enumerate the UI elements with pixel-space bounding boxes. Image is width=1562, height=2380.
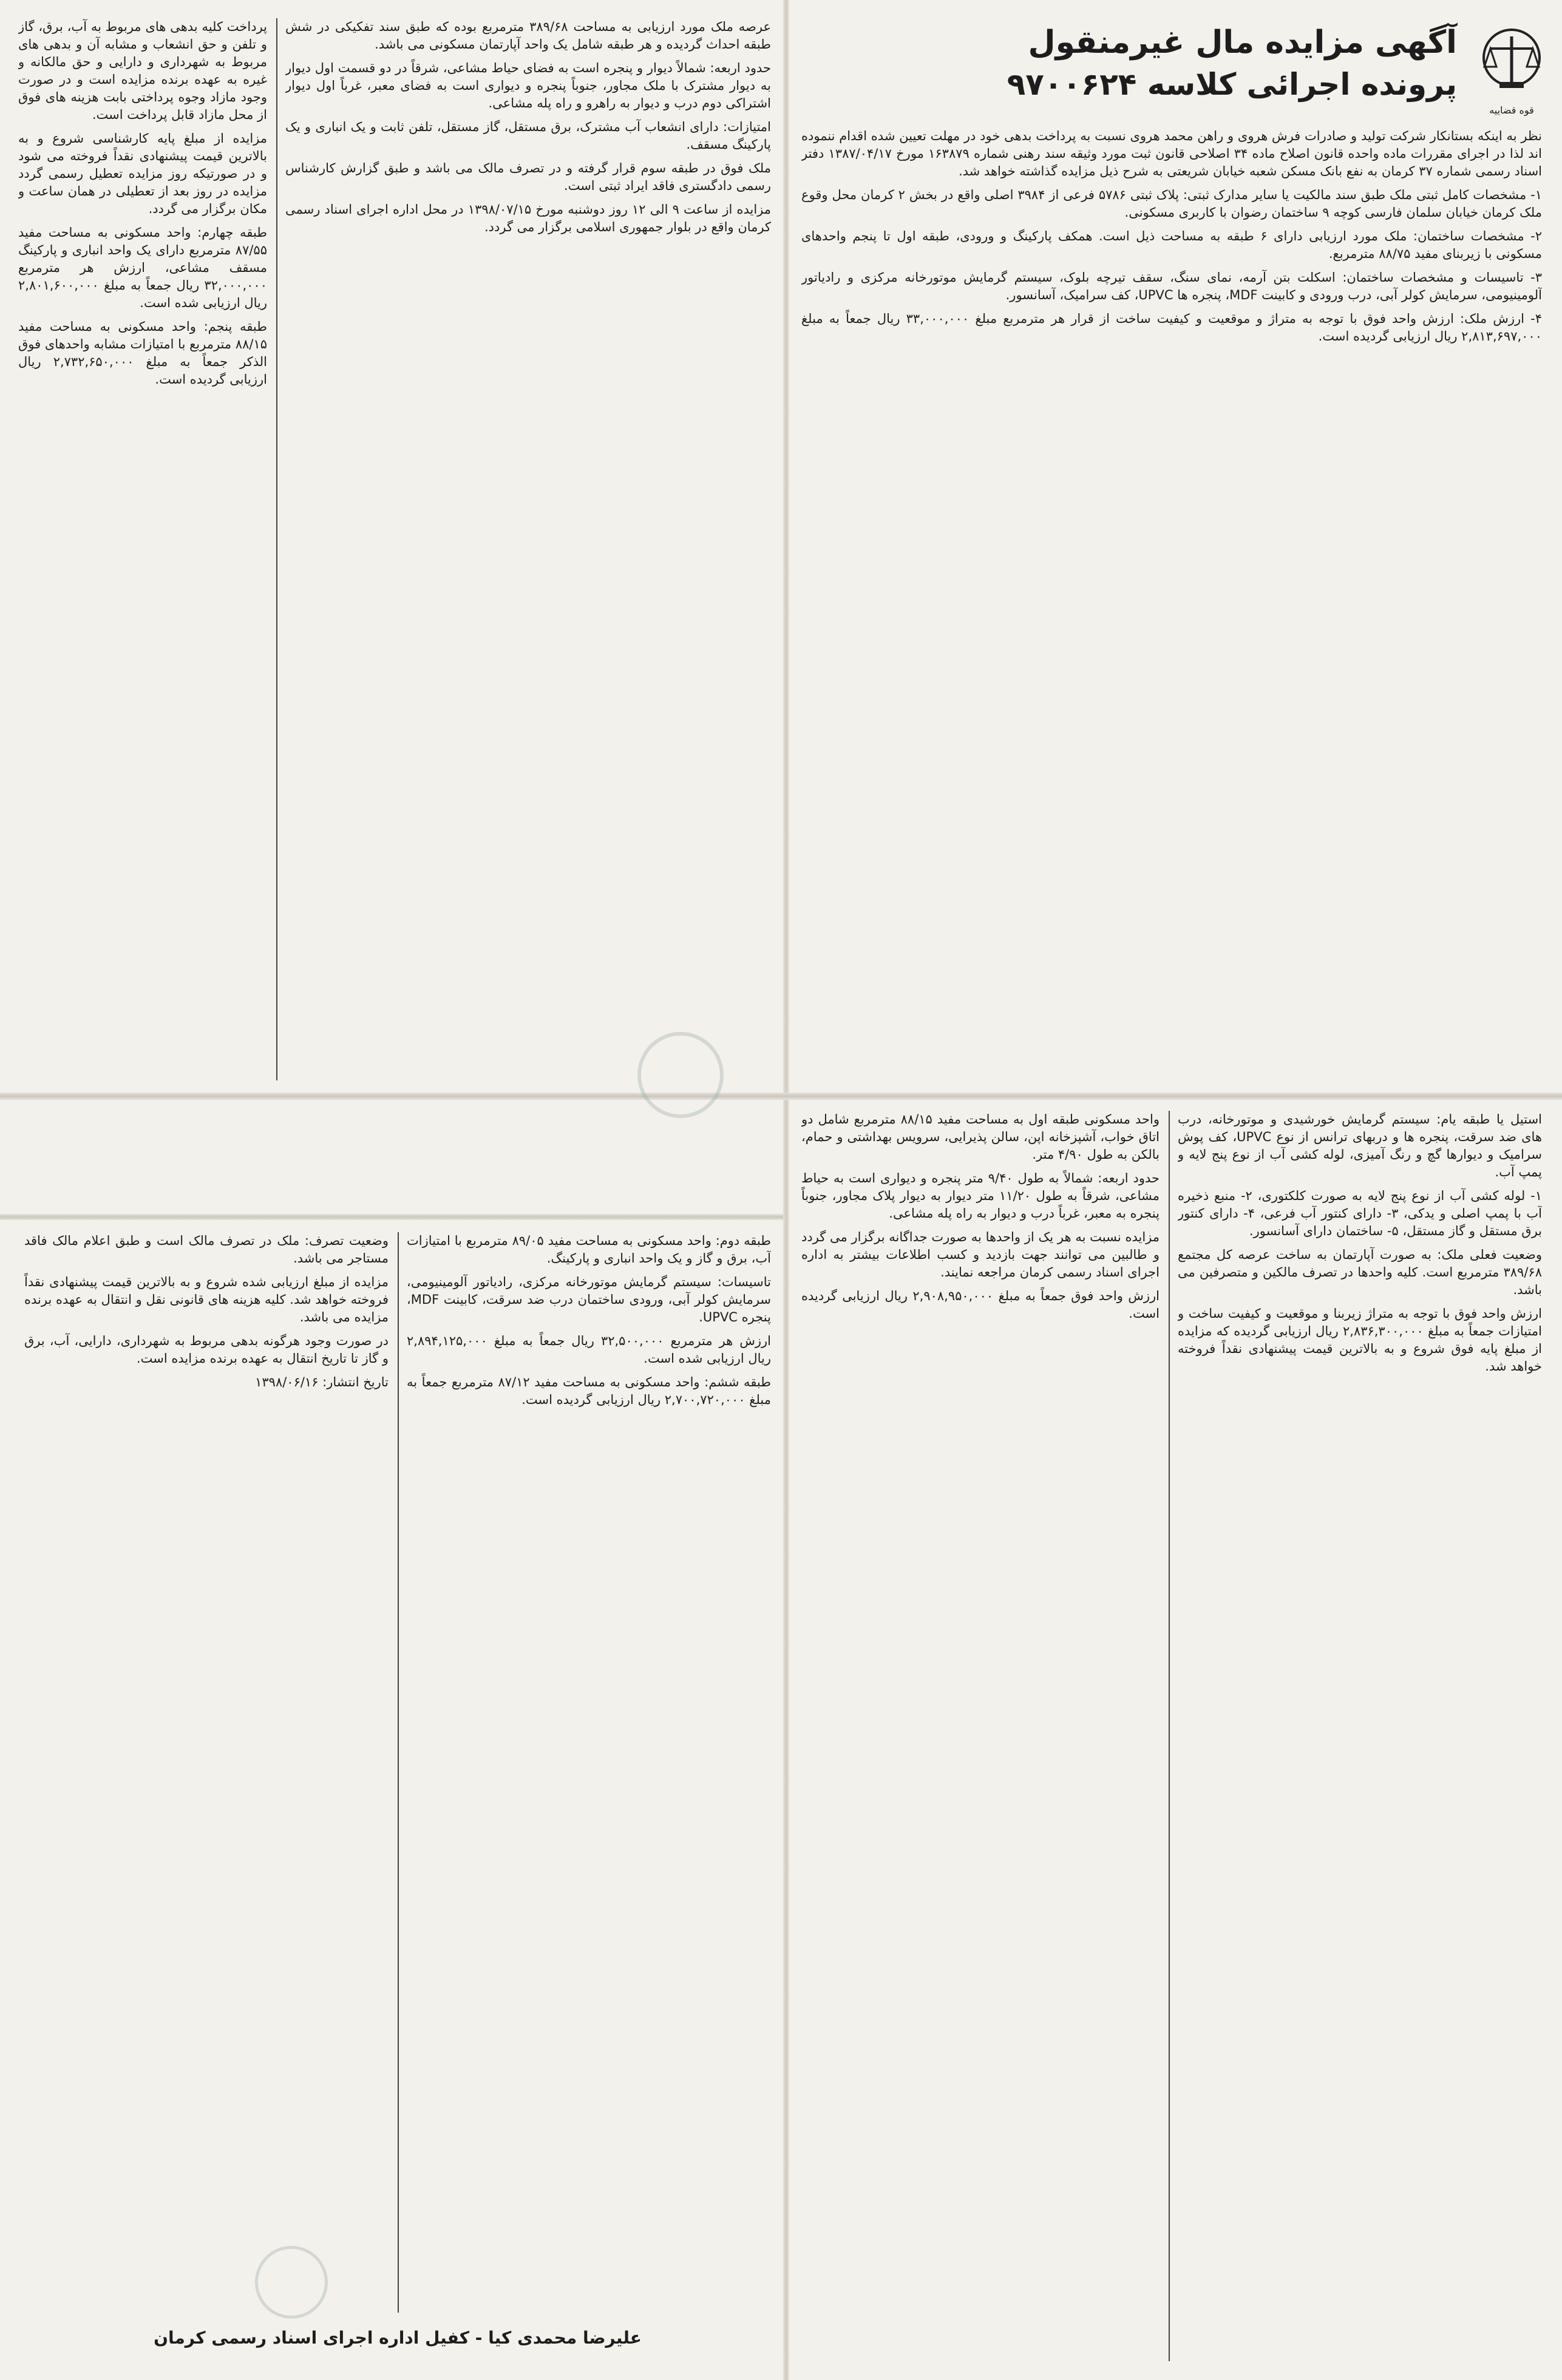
paragraph: پرداخت کلیه بدهی های مربوط به آب، برق، گاز و تلفن و حق انشعاب و مشابه آن و بدهی های مربوط به شهرداری و دارایی و حق مالکانه و غیره به عهده برنده مزایده است و در صورت وجود مازاد وجوه پرداختی بابت هزینه های فوق از محل مازاد قابل پرداخت است. — [18, 19, 267, 122]
paragraph: تاریخ انتشار: ۱۳۹۸/۰۶/۱۶ — [255, 1375, 389, 1389]
case-number: پرونده اجرائی کلاسه ۹۷۰۰۶۲۴ — [1007, 67, 1457, 102]
paragraph: وضعیت تصرف: ملک در تصرف مالک است و طبق اعلام مالک فاقد مستاجر می باشد. — [24, 1233, 389, 1266]
paragraph: امتیازات: دارای انشعاب آب مشترک، برق مستقل، گاز مستقل، تلفن ثابت و یک انباری و یک پارکینگ مسقف. — [285, 120, 771, 152]
paragraph: عرصه ملک مورد ارزیابی به مساحت ۳۸۹/۶۸ مترمربع بوده که طبق سند تفکیکی در شش طبقه احداث گردیده و هر طبقه شامل یک واحد آپارتمان مسکونی می باشد. — [285, 19, 771, 52]
paragraph: نظر به اینکه بستانکار شرکت تولید و صادرات فرش هروی و راهن محمد هروی نسبت به پرداخت بدهی خود در مهلت تعیین شده اقدام ننموده اند لذا در اجرای مقررات ماده واحده قانون اصلاح ماده ۳۴ اصلاحی قانون ثبت مورد وثیقه سند رهنی شماره ۱۶۳۸۷۹ مورخ ۱۳۸۷/۰۴/۱۷ دفتر اسناد رسمی شماره ۳۷ کرمان به نفع بانک مسکن شعبه خیابان شریعتی به شرح ذیل مزایده گذاشته خواهد شد. — [801, 129, 1542, 178]
paragraph: وضعیت فعلی ملک: به صورت آپارتمان به ساخت عرصه کل مجتمع ۳۸۹/۶۸ مترمربع است. کلیه واحدها در تصرف مالکین و متصرفین می باشد. — [1178, 1247, 1542, 1297]
paragraph: حدود اربعه: شمالاً به طول ۹/۴۰ متر پنجره و دیواری است به حیاط مشاعی، شرقاً به طول ۱۱/۲۰ متر دیوار به دیوار پلاک مجاور، جنوباً پنجره به معبر، غرباً درب و دیوار به راه پله مشاعی. — [801, 1171, 1160, 1221]
circular-stamp — [255, 2246, 328, 2319]
paragraph: ۳- تاسیسات و مشخصات ساختمان: اسکلت بتن آرمه، نمای سنگ، سقف تیرچه بلوک، سیستم گرمایش موتورخانه مرکزی و رادیاتور آلومینیومی، سرمایش کولر آبی، درب ورودی و کابینت MDF، پنجره ها UPVC، کف سرامیک، آسانسور. — [801, 270, 1542, 302]
column-rule — [276, 18, 277, 1080]
paragraph: ۱- لوله کشی آب از نوع پنج لایه به صورت کلکتوری، ۲- منبع ذخیره آب با پمپ اصلی و یدکی، ۳- دارای کنتور آب فرعی، ۴- دارای کنتور برق مستقل و گاز مستقل، ۵- ساختمان دارای آسانسور. — [1178, 1188, 1542, 1238]
paragraph: مزایده از مبلغ پایه کارشناسی شروع و به بالاترین قیمت پیشنهادی نقداً فروخته می شود و در صورتیکه روز مزایده تعطیل رسمی گردد مزایده در روز بعد از تعطیلی در همان ساعت و مکان برگزار می گردد. — [18, 131, 267, 216]
notice-title: آگهی مزایده مال غیرمنقول — [1028, 24, 1457, 61]
column-rule — [1169, 1111, 1170, 2361]
paragraph: مزایده از ساعت ۹ الی ۱۲ روز دوشنبه مورخ ۱۳۹۸/۰۷/۱۵ در محل اداره اجرای اسناد رسمی کرمان واقع در بلوار جمهوری اسلامی برگزار می گردد. — [285, 202, 771, 234]
paragraph: در صورت وجود هرگونه بدهی مربوط به شهرداری، دارایی، آب، برق و گاز تا تاریخ انتقال به عهده برنده مزایده است. — [24, 1334, 389, 1366]
column-2 — [285, 18, 771, 1080]
vertical-fold — [783, 0, 789, 2380]
paragraph: ملک فوق در طبقه سوم قرار گرفته و در تصرف مالک می باشد و طبق گزارش کارشناس رسمی دادگستری فاقد ایراد ثبتی است. — [285, 161, 771, 193]
circular-stamp — [637, 1032, 724, 1118]
paragraph: ۲- مشخصات ساختمان: ملک مورد ارزیابی دارای ۶ طبقه به مساحت ذیل است. همکف پارکینگ و ورودی، طبقه اول تا پنجم واحدهای مسکونی با زیربنای مفید ۸۸/۷۵ مترمربع. — [801, 229, 1542, 261]
column-5 — [801, 1111, 1160, 2361]
paragraph: ارزش واحد فوق با توجه به متراژ زیربنا و موقعیت و کیفیت ساخت و امتیازات جمعاً به مبلغ ۲,۸۳۶,۳۰۰,۰۰۰ ریال ارزیابی گردیده که مزایده از مبلغ پایه فوق شروع و به بالاترین قیمت پیشنهادی نقداً فروخته خواهد شد. — [1178, 1306, 1542, 1374]
paragraph: طبقه چهارم: واحد مسکونی به مساحت مفید ۸۷/۵۵ مترمربع دارای یک واحد انباری و پارکینگ مسقف مشاعی، ارزش هر مترمربع ۳۲,۰۰۰,۰۰۰ ریال جمعاً به مبلغ ۲,۸۰۱,۶۰۰,۰۰۰ ریال ارزیابی شده است. — [18, 225, 267, 310]
column-3 — [18, 18, 267, 1202]
column-4 — [1178, 1111, 1542, 2361]
paragraph: طبقه ششم: واحد مسکونی به مساحت مفید ۸۷/۱۲ مترمربع جمعاً به مبلغ ۲,۷۰۰,۷۲۰,۰۰۰ ریال ارزیابی گردیده است. — [407, 1375, 771, 1407]
paragraph: ارزش واحد فوق جمعاً به مبلغ ۲,۹۰۸,۹۵۰,۰۰۰ ریال ارزیابی گردیده است. — [801, 1289, 1160, 1321]
column-6 — [407, 1232, 771, 2313]
paragraph: واحد مسکونی طبقه اول به مساحت مفید ۸۸/۱۵ مترمربع شامل دو اتاق خواب، آشپزخانه اپن، سالن پذیرایی، سرویس بهداشتی و حمام، بالکن به طول ۴/۹۰ متر. — [801, 1112, 1160, 1162]
notice-header — [795, 24, 1554, 115]
signature-line: علیرضا محمدی کیا - کفیل اداره اجرای اسناد رسمی کرمان — [154, 2328, 642, 2348]
emblem-caption: قوه قضاییه — [1489, 104, 1534, 116]
paragraph: تاسیسات: سیستم گرمایش موتورخانه مرکزی، رادیاتور آلومینیومی، سرمایش کولر آبی، ورودی ساختمان درب ضد سرقت، کابینت MDF، پنجره UPVC. — [407, 1275, 771, 1324]
paragraph: حدود اربعه: شمالاً دیوار و پنجره است به فضای حیاط مشاعی، شرقاً در دو قسمت اول دیوار به دیوار مشترک با ملک مجاور، جنوباً پنجره و دیواری است به فضای معبر، غرباً اول دیوار اشتراکی دوم درب و دیوار به راهرو و راه پله مشاعی. — [285, 61, 771, 110]
column-1 — [801, 127, 1542, 1074]
paragraph: ۱- مشخصات کامل ثبتی ملک طبق سند مالکیت یا سایر مدارک ثبتی: پلاک ثبتی ۵۷۸۶ فرعی از ۳۹۸۴ اصلی واقع در بخش ۲ کرمان محل وقوع ملک کرمان خیابان سلمان فارسی کوچه ۹ ساختمان رضوان با کاربری مسکونی. — [801, 188, 1542, 220]
paragraph: مزایده نسبت به هر یک از واحدها به صورت جداگانه برگزار می گردد و طالبین می توانند جهت بازدید و کسب اطلاعات بیشتر به اداره اجرای اسناد رسمی کرمان مراجعه نمایند. — [801, 1230, 1160, 1280]
column-rule — [398, 1232, 399, 2313]
paragraph: ارزش هر مترمربع ۳۲,۵۰۰,۰۰۰ ریال جمعاً به مبلغ ۲,۸۹۴,۱۲۵,۰۰۰ ریال ارزیابی شده است. — [407, 1334, 771, 1366]
judiciary-emblem-icon — [1475, 24, 1548, 103]
paragraph: طبقه دوم: واحد مسکونی به مساحت مفید ۸۹/۰۵ مترمربع با امتیازات آب، برق و گاز و یک واحد انباری و پارکینگ. — [407, 1233, 771, 1266]
paragraph: استیل یا طبقه یام: سیستم گرمایش خورشیدی و موتورخانه، درب های ضد سرقت، پنجره ها و دربهای ترانس از نوع UPVC، کف پوش سرامیک و دیوارها گچ و رنگ آمیزی، لوله کشی آب از نوع پنج لایه و پمپ آب. — [1178, 1112, 1542, 1179]
paragraph: طبقه پنجم: واحد مسکونی به مساحت مفید ۸۸/۱۵ مترمربع با امتیازات مشابه واحدهای فوق الذکر جمعاً به مبلغ ۲,۷۳۲,۶۵۰,۰۰۰ ریال ارزیابی گردیده است. — [18, 319, 267, 387]
paragraph: ۴- ارزش ملک: ارزش واحد فوق با توجه به متراژ و موقعیت و کیفیت ساخت از قرار هر مترمربع مبلغ ۳۳,۰۰۰,۰۰۰ ریال جمعاً به مبلغ ۲,۸۱۳,۶۹۷,۰۰۰ ریال ارزیابی گردیده است. — [801, 311, 1542, 344]
column-7 — [24, 1232, 389, 2313]
horizontal-fold-left — [0, 1214, 783, 1220]
paragraph: مزایده از مبلغ ارزیابی شده شروع و به بالاترین قیمت پیشنهادی نقداً فروخته خواهد شد. کلیه هزینه های قانونی نقل و انتقال به عهده برنده مزایده می باشد. — [24, 1275, 389, 1324]
